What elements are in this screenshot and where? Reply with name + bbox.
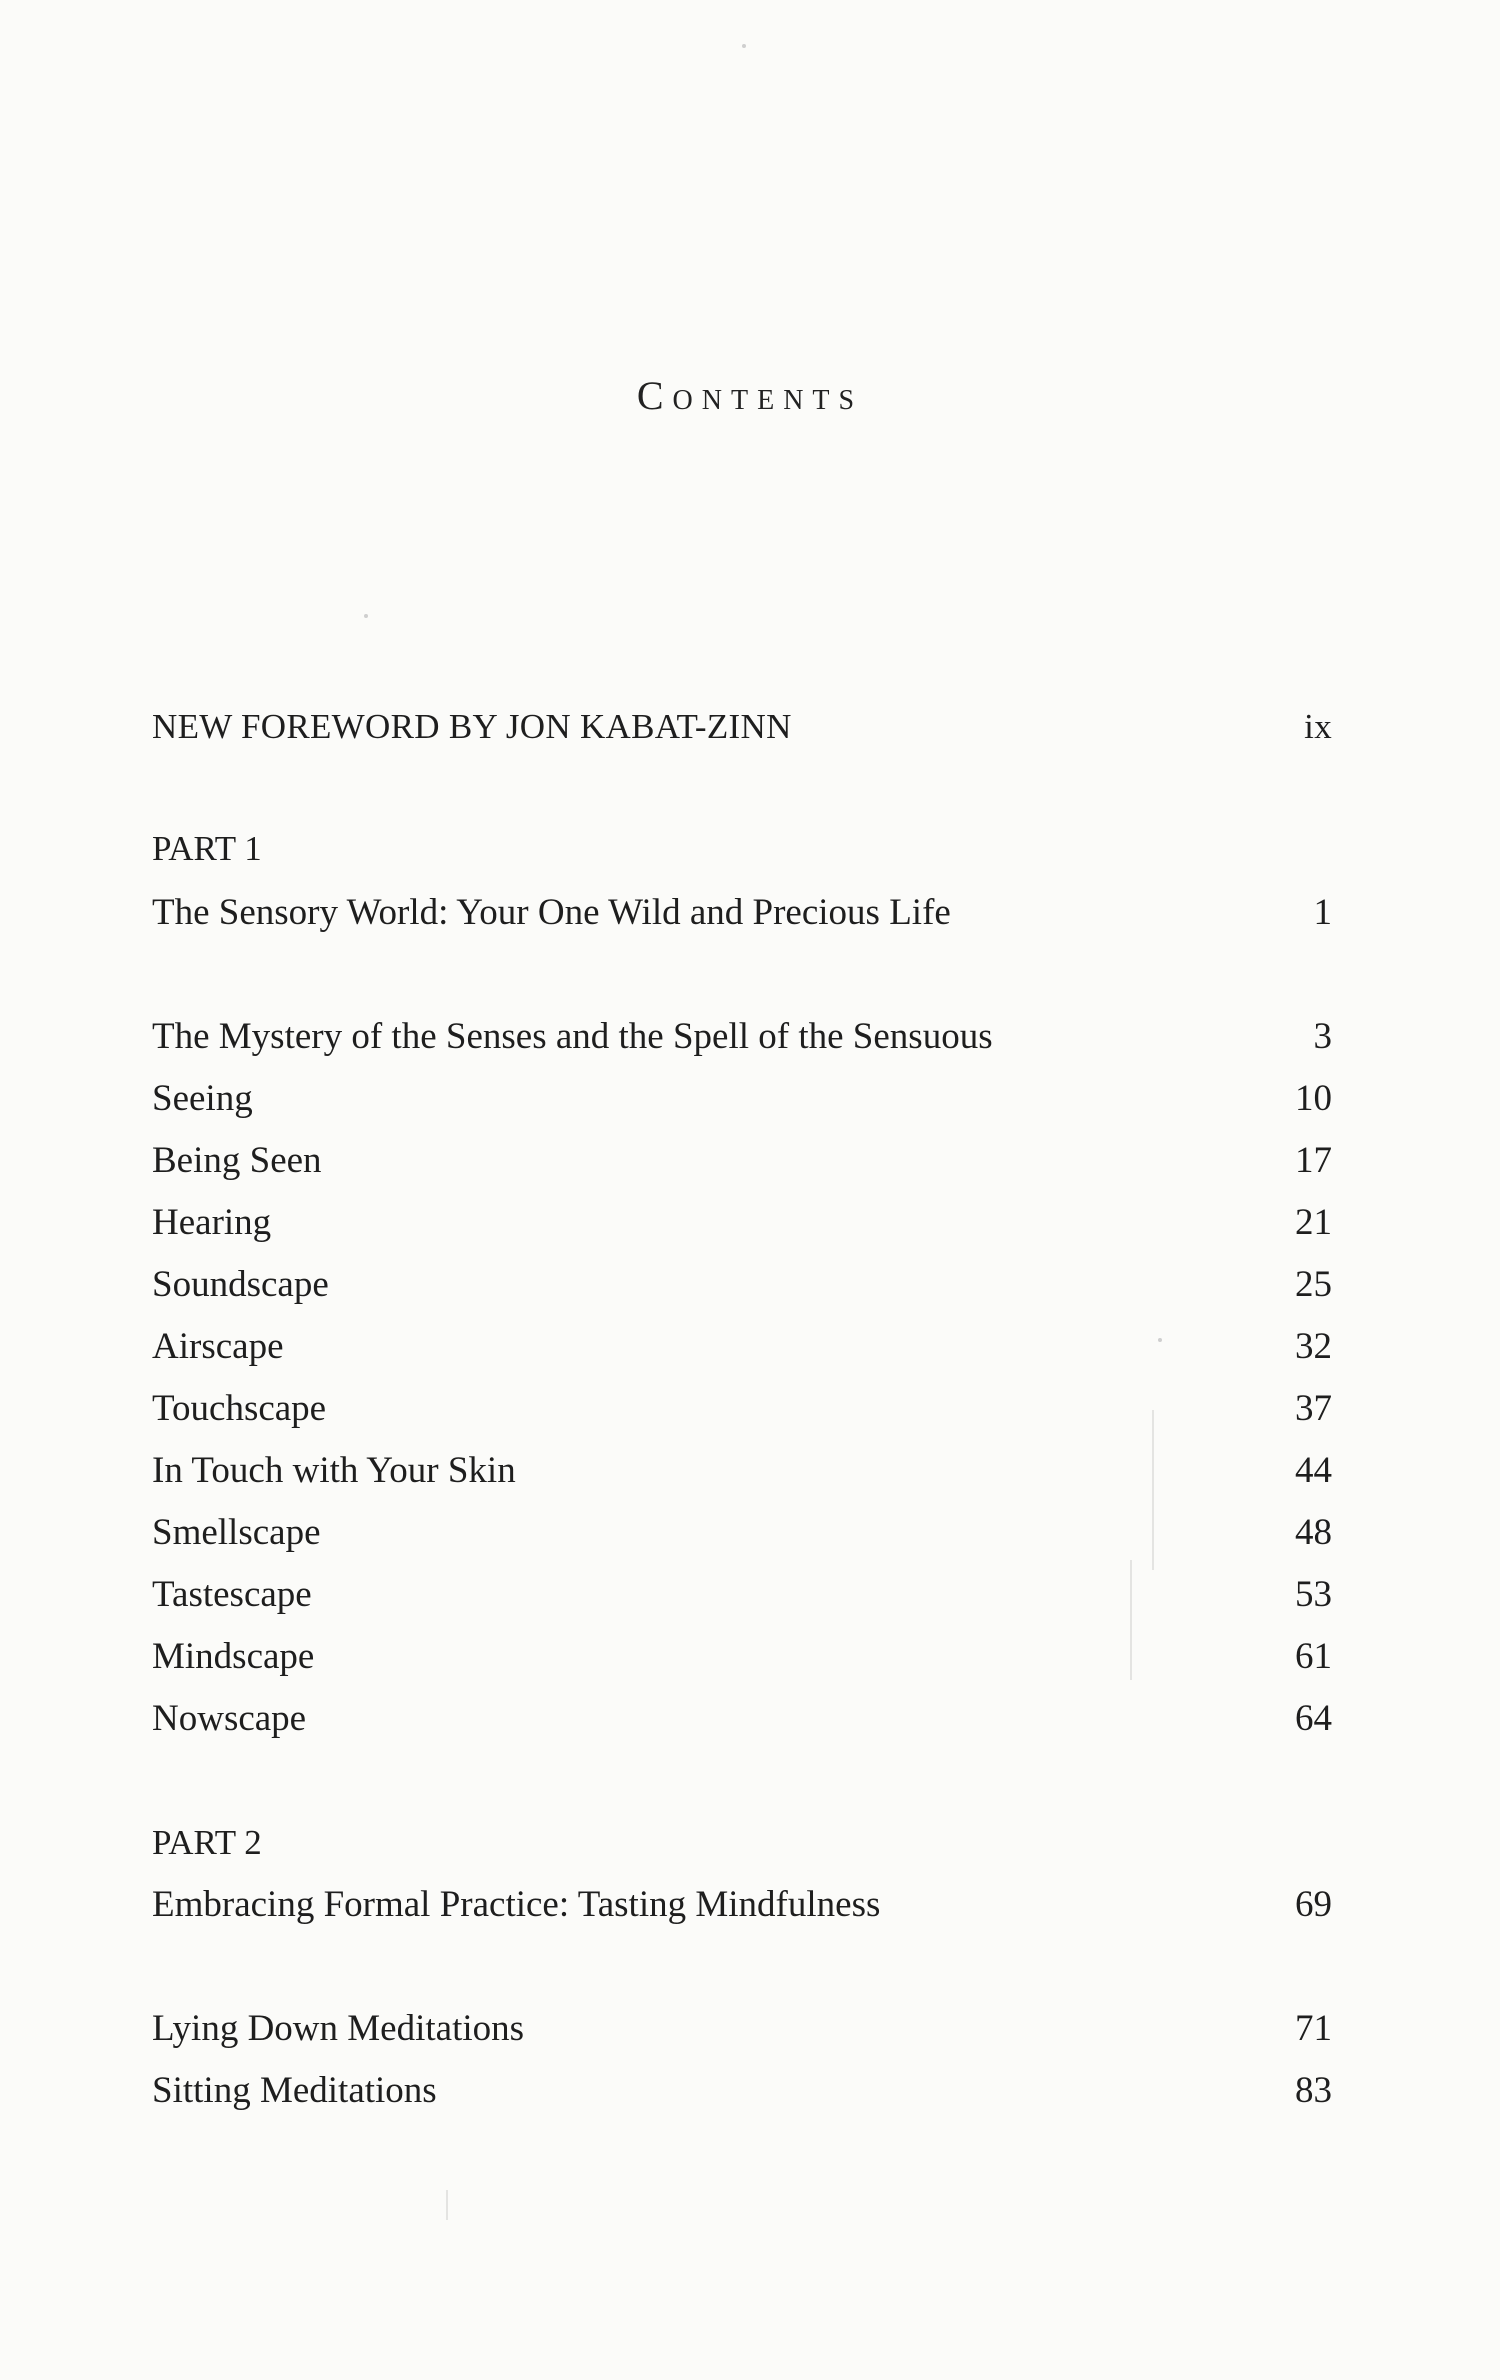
toc-entry-label: Embracing Formal Practice: Tasting Mindfulness [152, 1884, 881, 1925]
toc-entry [152, 1570, 1332, 1620]
page-title: Contents [636, 373, 864, 418]
toc-entry [152, 1632, 1332, 1682]
toc-entry-label: In Touch with Your Skin [152, 1450, 516, 1491]
toc-entry [152, 1694, 1332, 1744]
toc-entry [152, 1508, 1332, 1558]
toc-entry-label: Touchscape [152, 1388, 327, 1429]
toc-entry-page: 3 [1313, 1016, 1332, 1057]
scan-streak [446, 2190, 448, 2220]
toc-entry-label: Airscape [152, 1326, 284, 1367]
toc-entry [152, 1074, 1332, 1124]
toc-entry [152, 1384, 1332, 1434]
toc-entry-page: 64 [1295, 1698, 1332, 1739]
scan-speck [742, 44, 746, 48]
toc-entry-label: Smellscape [152, 1512, 321, 1553]
toc-entry [152, 1322, 1332, 1372]
toc-entry-page: 32 [1295, 1326, 1332, 1367]
part-2-label: PART 2 [152, 1823, 262, 1862]
toc-entry-page: 71 [1295, 2008, 1332, 2049]
scan-speck [364, 614, 368, 618]
toc-entry-label: Hearing [152, 1202, 272, 1243]
toc-entry-page: 61 [1295, 1636, 1332, 1677]
part-2-title [152, 1880, 1332, 1930]
toc-entry-foreword [152, 702, 1332, 752]
toc-entry-label: Tastescape [152, 1574, 312, 1615]
toc-entry-page: 37 [1295, 1388, 1332, 1429]
toc-entry [152, 1136, 1332, 1186]
toc-entry-page: 17 [1295, 1140, 1332, 1181]
toc-entry-page: 10 [1295, 1078, 1332, 1119]
toc-entry-page: 48 [1295, 1512, 1332, 1553]
toc-entry-page: 69 [1295, 1884, 1332, 1925]
toc-entry [152, 2004, 1332, 2054]
toc-entry-page: 53 [1295, 1574, 1332, 1615]
toc-entry-page: ix [1304, 707, 1332, 746]
toc-entry-page: 44 [1295, 1450, 1332, 1491]
toc-entry-label: Seeing [152, 1078, 253, 1119]
toc-entry [152, 1198, 1332, 1248]
toc-entry-label: Being Seen [152, 1140, 322, 1181]
toc-entry [152, 1260, 1332, 1310]
toc-entry-page: 83 [1295, 2070, 1332, 2111]
part-1-label: PART 1 [152, 829, 262, 868]
toc-entry-page: 21 [1295, 1202, 1332, 1243]
toc-entry-label: Sitting Meditations [152, 2070, 437, 2111]
toc-entry-label: Mindscape [152, 1636, 315, 1677]
toc-entry-label: Soundscape [152, 1264, 329, 1305]
toc-entry-label: The Mystery of the Senses and the Spell of the Sensuous [152, 1016, 993, 1057]
part-1-title [152, 888, 1332, 938]
toc-entry-page: 25 [1295, 1264, 1332, 1305]
toc-entry-label: Lying Down Meditations [152, 2008, 525, 2049]
toc-entry-label: NEW FOREWORD BY JON KABAT-ZINN [152, 707, 792, 746]
toc-entry-page: 1 [1313, 892, 1332, 933]
toc-entry-label: The Sensory World: Your One Wild and Precious Life [152, 892, 951, 933]
toc-entry [152, 1012, 1332, 1062]
toc-entry-label: Nowscape [152, 1698, 307, 1739]
toc-entry [152, 2066, 1332, 2116]
toc-entry [152, 1446, 1332, 1496]
